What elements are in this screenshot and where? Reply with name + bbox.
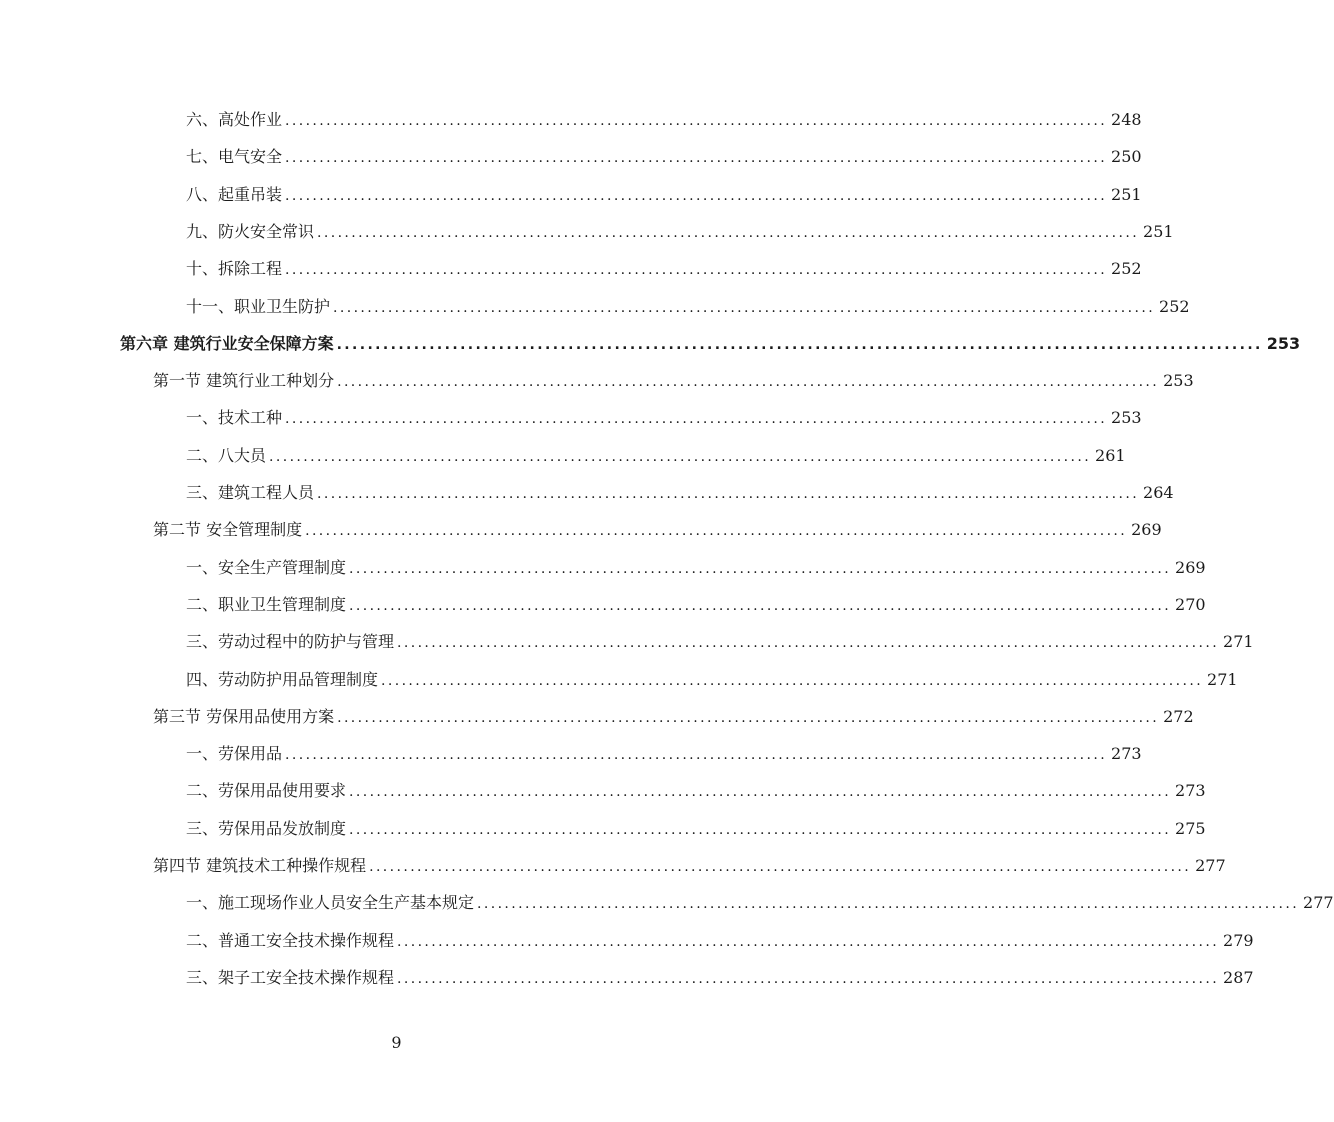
toc-dot-leader: ........................................................................................................................ xyxy=(285,188,1108,204)
toc-entry[interactable] xyxy=(186,220,1174,244)
toc-entry-page: 277 xyxy=(1303,893,1334,912)
toc-dot-leader: ........................................................................................................................ xyxy=(369,859,1192,875)
toc-entry-title: 二、八大员 xyxy=(186,446,267,465)
toc-entry-title: 四、劳动防护用品管理制度 xyxy=(186,670,379,689)
toc-dot-leader: ........................................................................................................................ xyxy=(337,710,1160,726)
toc-dot-leader: ........................................................................................................................ xyxy=(477,896,1300,912)
toc-entry-page: 264 xyxy=(1143,483,1174,502)
toc-entry-page: 273 xyxy=(1111,744,1142,763)
toc-dot-leader: ........................................................................................................................ xyxy=(397,971,1220,987)
toc-entry[interactable] xyxy=(186,817,1206,841)
toc-entry[interactable] xyxy=(186,481,1174,505)
toc-entry[interactable] xyxy=(186,966,1254,990)
toc-entry-page: 248 xyxy=(1111,110,1142,129)
toc-entry-page: 287 xyxy=(1223,968,1254,987)
toc-entry-title: 第四节 建筑技术工种操作规程 xyxy=(153,856,367,875)
toc-entry-page: 269 xyxy=(1175,558,1206,577)
toc-entry-page: 272 xyxy=(1163,707,1194,726)
toc-entry[interactable] xyxy=(186,183,1142,207)
toc-entry-page: 273 xyxy=(1175,781,1206,800)
toc-entry-title: 第三节 劳保用品使用方案 xyxy=(153,707,335,726)
toc-entry-title: 三、劳动过程中的防护与管理 xyxy=(186,632,395,651)
toc-entry-page: 250 xyxy=(1111,147,1142,166)
toc-entry-title: 二、职业卫生管理制度 xyxy=(186,595,347,614)
toc-entry-title: 三、架子工安全技术操作规程 xyxy=(186,968,395,987)
toc-entry[interactable] xyxy=(186,444,1126,468)
toc-entry-page: 253 xyxy=(1111,408,1142,427)
toc-entry-title: 九、防火安全常识 xyxy=(186,222,315,241)
toc-dot-leader: ........................................................................................................................ xyxy=(381,673,1204,689)
toc-entry-title: 一、技术工种 xyxy=(186,408,283,427)
toc-entry[interactable] xyxy=(186,257,1142,281)
toc-entry-title: 七、电气安全 xyxy=(186,147,283,166)
toc-dot-leader: ........................................................................................................................ xyxy=(285,747,1108,763)
toc-entry[interactable] xyxy=(186,742,1142,766)
toc-dot-leader: ........................................................................................................................ xyxy=(285,411,1108,427)
toc-entry[interactable] xyxy=(186,779,1206,803)
toc-entry-page: 279 xyxy=(1223,931,1254,950)
toc-dot-leader: ........................................................................................................................ xyxy=(349,598,1172,614)
toc-entry-page: 252 xyxy=(1159,297,1190,316)
toc-dot-leader: ........................................................................................................................ xyxy=(397,934,1220,950)
toc-entry-page: 270 xyxy=(1175,595,1206,614)
toc-entry[interactable] xyxy=(153,369,1194,393)
toc-entry-title: 一、劳保用品 xyxy=(186,744,283,763)
toc-dot-leader: ........................................................................................................................ xyxy=(285,150,1108,166)
toc-entry[interactable] xyxy=(186,406,1142,430)
toc-dot-leader: ........................................................................................................................ xyxy=(349,784,1172,800)
toc-dot-leader: ........................................................................................................................ xyxy=(333,300,1156,316)
toc-entry-title: 十一、职业卫生防护 xyxy=(186,297,331,316)
page-number: 9 xyxy=(391,1033,402,1052)
toc-entry-title: 二、普通工安全技术操作规程 xyxy=(186,931,395,950)
toc-entry[interactable] xyxy=(153,705,1194,729)
toc-entry-title: 十、拆除工程 xyxy=(186,259,283,278)
toc-dot-leader: ........................................................................................................................ xyxy=(349,561,1172,577)
toc-entry-page: 271 xyxy=(1207,670,1238,689)
toc-dot-leader: ........................................................................................................................ xyxy=(305,523,1128,539)
toc-entry-page: 271 xyxy=(1223,632,1254,651)
toc-dot-leader: ........................................................................................................................ xyxy=(285,262,1108,278)
toc-entry-title: 第一节 建筑行业工种划分 xyxy=(153,371,335,390)
toc-dot-leader: ........................................................................................................................ xyxy=(285,113,1108,129)
toc-entry-page: 253 xyxy=(1163,371,1194,390)
toc-entry[interactable] xyxy=(186,668,1238,692)
toc-dot-leader: ........................................................................................................................ xyxy=(336,337,1263,353)
toc-entry-page: 277 xyxy=(1195,856,1226,875)
toc-entry[interactable] xyxy=(186,929,1254,953)
toc-entry-page: 261 xyxy=(1095,446,1126,465)
toc-entry-title: 第六章 建筑行业安全保障方案 xyxy=(120,334,334,353)
toc-dot-leader: ........................................................................................................................ xyxy=(269,449,1092,465)
toc-entry-title: 八、起重吊装 xyxy=(186,185,283,204)
toc-entry-page: 251 xyxy=(1143,222,1174,241)
toc-entry[interactable] xyxy=(120,332,1301,356)
toc-dot-leader: ........................................................................................................................ xyxy=(317,225,1140,241)
toc-entry-title: 三、建筑工程人员 xyxy=(186,483,315,502)
toc-entry[interactable] xyxy=(153,518,1162,542)
toc-entry[interactable] xyxy=(186,295,1190,319)
toc-dot-leader: ........................................................................................................................ xyxy=(397,635,1220,651)
toc-entry-title: 一、施工现场作业人员安全生产基本规定 xyxy=(186,893,475,912)
toc-dot-leader: ........................................................................................................................ xyxy=(317,486,1140,502)
toc-dot-leader: ........................................................................................................................ xyxy=(337,374,1160,390)
toc-entry-title: 六、高处作业 xyxy=(186,110,283,129)
toc-dot-leader: ........................................................................................................................ xyxy=(349,822,1172,838)
toc-entry[interactable] xyxy=(186,630,1254,654)
toc-entry-title: 二、劳保用品使用要求 xyxy=(186,781,347,800)
toc-entry-page: 251 xyxy=(1111,185,1142,204)
toc-entry-page: 269 xyxy=(1131,520,1162,539)
toc-entry[interactable] xyxy=(186,108,1142,132)
toc-entry-page: 253 xyxy=(1266,334,1301,353)
toc-entry[interactable] xyxy=(186,556,1206,580)
toc-entry[interactable] xyxy=(186,593,1206,617)
toc-entry-title: 三、劳保用品发放制度 xyxy=(186,819,347,838)
toc-entry[interactable] xyxy=(153,854,1226,878)
toc-entry[interactable] xyxy=(186,891,1334,915)
toc-entry-page: 275 xyxy=(1175,819,1206,838)
toc-entry-title: 一、安全生产管理制度 xyxy=(186,558,347,577)
toc-entry-title: 第二节 安全管理制度 xyxy=(153,520,303,539)
toc-entry-page: 252 xyxy=(1111,259,1142,278)
toc-entry[interactable] xyxy=(186,145,1142,169)
